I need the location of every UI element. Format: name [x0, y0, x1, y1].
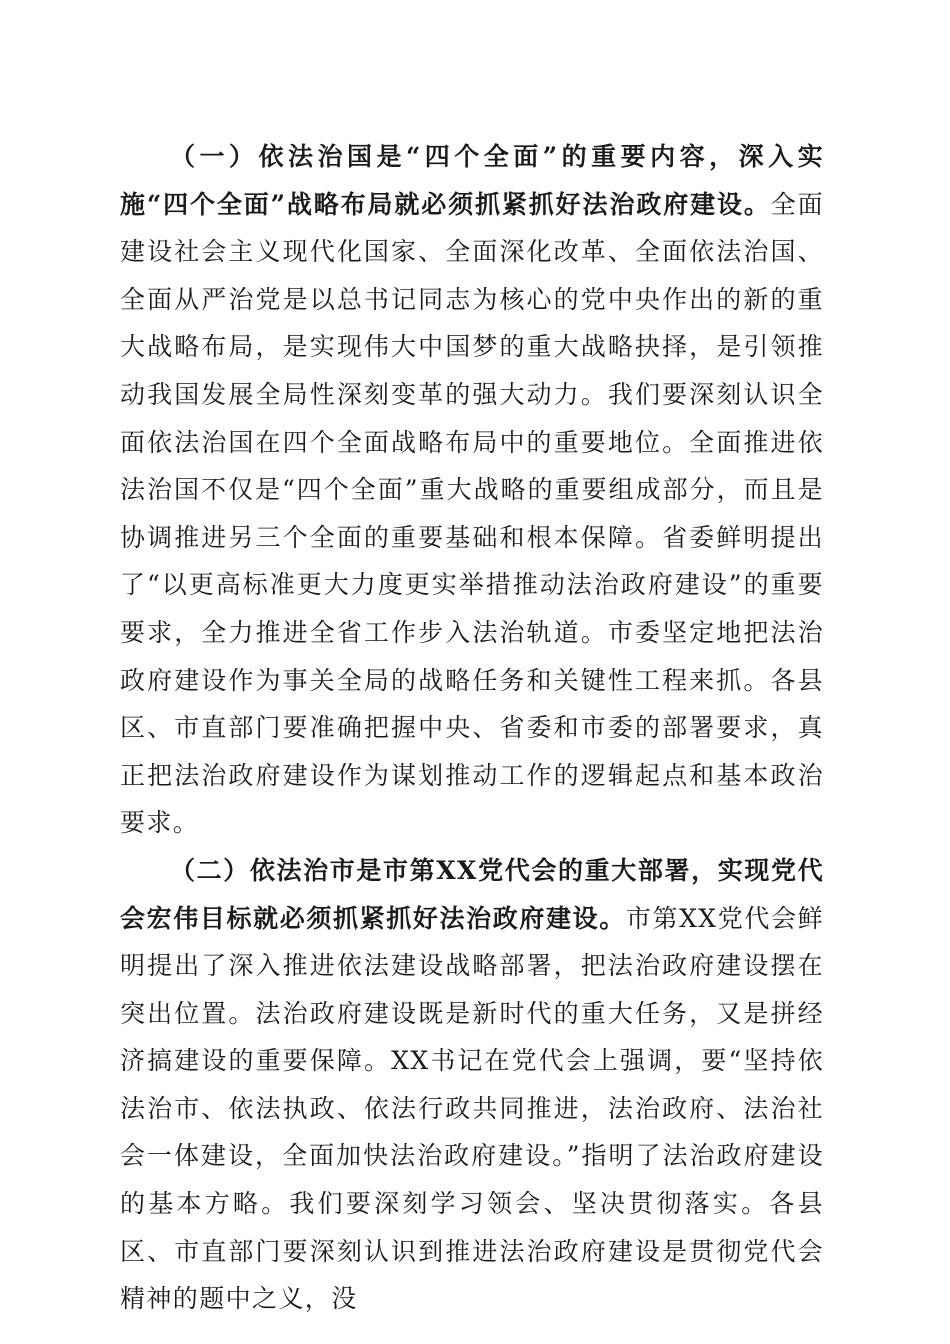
paragraph-1-lead: （一）依法治国是“四个全面”的重要内容，深入实施“四个全面”战略布局就必须抓紧抓好法治政府建设。 [120, 142, 824, 219]
document-body [120, 133, 824, 1323]
paragraph-2 [120, 847, 824, 1323]
paragraph-2-body: 市第XX党代会鲜明提出了深入推进依法建设战略部署，把法治政府建设摆在突出位置。法治政府建设既是新时代的重大任务，又是拼经济搞建设的重要保障。XX书记在党代会上强调，要“坚持依法治市、依法执政、依法行政共同推进，法治政府、法治社会一体建设，全面加快法治政府建设。”指明了法治政府建设的基本方略。我们要深刻学习领会、坚决贯彻落实。各县区、市直部门要深刻认识到推进法治政府建设是贯彻党代会精神的题中之义，没 [120, 903, 824, 1314]
paragraph-1-body: 全面建设社会主义现代化国家、全面深化改革、全面依法治国、全面从严治党是以总书记同志为核心的党中央作出的新的重大战略布局，是实现伟大中国梦的重大战略抉择，是引领推动我国发展全局性深刻变革的强大动力。我们要深刻认识全面依法治国在四个全面战略布局中的重要地位。全面推进依法治国不仅是“四个全面”重大战略的重要组成部分，而且是协调推进另三个全面的重要基础和根本保障。省委鲜明提出了“以更高标准更大力度更实举措推动法治政府建设”的重要要求，全力推进全省工作步入法治轨道。市委坚定地把法治政府建设作为事关全局的战略任务和关键性工程来抓。各县区、市直部门要准确把握中央、省委和市委的部署要求，真正把法治政府建设作为谋划推动工作的逻辑起点和基本政治要求。 [120, 189, 824, 838]
paragraph-1 [120, 133, 824, 847]
paragraph-2-lead: （二）依法治市是市第XX党代会的重大部署，实现党代会宏伟目标就必须抓紧抓好法治政府建设。 [120, 855, 824, 933]
